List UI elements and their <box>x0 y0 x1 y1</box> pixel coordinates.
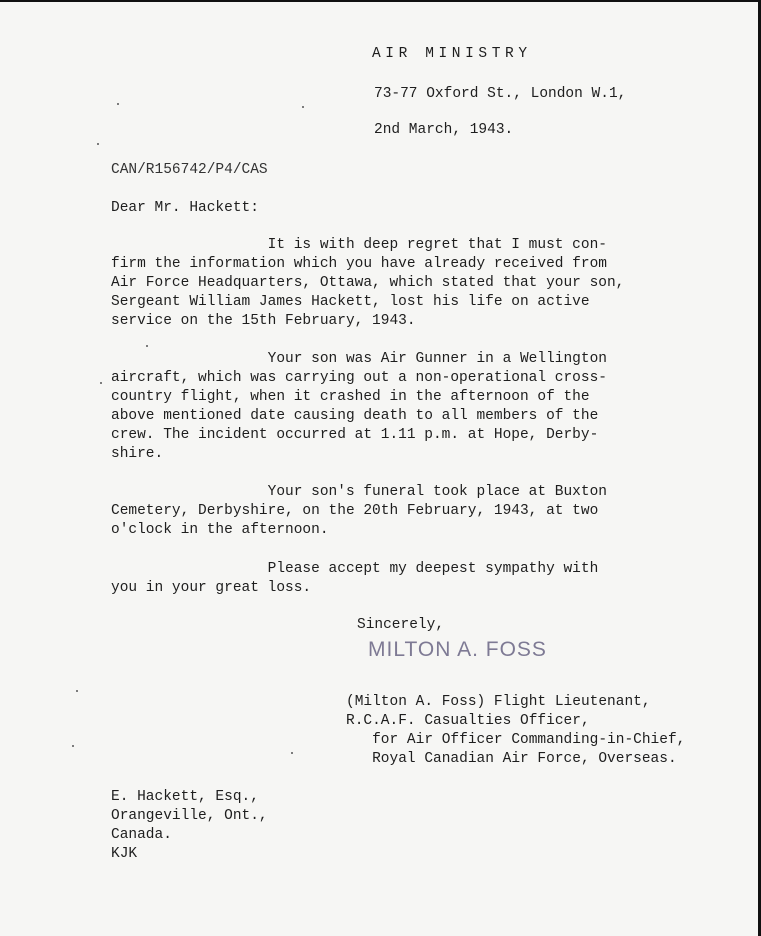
letterhead-address: 73-77 Oxford St., London W.1, <box>374 86 627 102</box>
scan-speck <box>100 382 102 384</box>
paragraph-line: Cemetery, Derbyshire, on the 20th February, 1943, at two <box>111 503 599 519</box>
scan-speck <box>76 690 78 692</box>
scan-speck <box>117 103 119 105</box>
addressee-line: Canada. <box>111 827 172 843</box>
scan-speck <box>146 345 148 347</box>
paragraph-line: above mentioned date causing death to all members of the <box>111 408 599 424</box>
closing: Sincerely, <box>357 617 445 633</box>
paragraph-line: It is with deep regret that I must con- <box>111 237 607 253</box>
letterhead-title: AIR MINISTRY <box>372 46 532 62</box>
paragraph-line: Your son's funeral took place at Buxton <box>111 484 607 500</box>
addressee-line: Orangeville, Ont., <box>111 808 268 824</box>
addressee-line: E. Hackett, Esq., <box>111 789 259 805</box>
paragraph-confirmation <box>111 236 671 331</box>
signature-line: R.C.A.F. Casualties Officer, <box>346 713 590 729</box>
paragraph-line: country flight, when it crashed in the afternoon of the <box>111 389 590 405</box>
scan-edge-top <box>0 0 761 2</box>
paragraph-line: firm the information which you have already received from <box>111 256 607 272</box>
paragraph-line: you in your great loss. <box>111 580 312 596</box>
signature-line: Royal Canadian Air Force, Overseas. <box>346 751 677 767</box>
addressee-line: KJK <box>111 846 138 862</box>
paragraph-line: Please accept my deepest sympathy with <box>111 561 599 577</box>
reference-number: CAN/R156742/P4/CAS <box>111 162 268 178</box>
paragraph-funeral <box>111 483 671 540</box>
scan-speck <box>291 752 293 754</box>
letter-date: 2nd March, 1943. <box>374 122 514 138</box>
salutation: Dear Mr. Hackett: <box>111 200 259 216</box>
paragraph-sympathy <box>111 560 671 598</box>
signature-line: (Milton A. Foss) Flight Lieutenant, <box>346 694 651 710</box>
paragraph-incident <box>111 350 671 464</box>
scan-speck <box>302 106 304 108</box>
paragraph-line: aircraft, which was carrying out a non-operational cross- <box>111 370 607 386</box>
scan-speck <box>97 143 99 145</box>
signature-line: for Air Officer Commanding-in-Chief, <box>346 732 686 748</box>
paragraph-line: service on the 15th February, 1943. <box>111 313 416 329</box>
paragraph-line: Sergeant William James Hackett, lost his life on active <box>111 294 590 310</box>
scan-speck <box>72 745 74 747</box>
paragraph-line: Your son was Air Gunner in a Wellington <box>111 351 607 367</box>
paragraph-line: crew. The incident occurred at 1.11 p.m. at Hope, Derby- <box>111 427 599 443</box>
signature-stamp: MILTON A. FOSS <box>368 638 547 661</box>
paragraph-line: o'clock in the afternoon. <box>111 522 329 538</box>
paragraph-line: shire. <box>111 446 164 462</box>
addressee-block <box>111 788 268 864</box>
paragraph-line: Air Force Headquarters, Ottawa, which stated that your son, <box>111 275 625 291</box>
signature-block <box>346 693 685 769</box>
